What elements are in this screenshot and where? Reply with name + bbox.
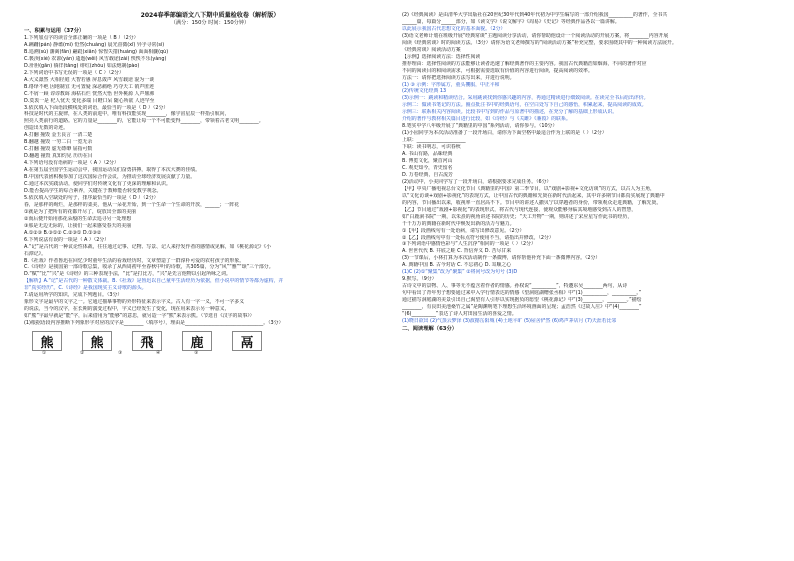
answer-line: (3)示例一：跳读和精读结合。采用跳读找到你感兴趣的内容，再通过精读进行细致阅读。在读完全书后给出评价。: [402, 95, 649, 102]
text-line: B.翻越 撞毁 一穷二白 一览无余: [24, 139, 93, 146]
text-line: ①就是为了把所有的花都开尽了，绽放出全部的美丽: [24, 208, 136, 215]
text-line: D.莫衷一是 杞人忧天 变化多端 目瞪口呆 随心所欲 人迹罕至: [24, 97, 155, 104]
text-line: A.蹒跚(pán) 静谧(mì) 怆然(chuàng) 晨光熹微(xī) 异乎寻常(sì): [24, 41, 165, 48]
text-line: 如“熊”字最早就是“能”字，后来借用为“能够”的意思，就另造一字“熊”来表示熊。（节选自《汉字的故事》）: [24, 313, 255, 320]
section-heading: 二、阅读理解（63分）: [402, 325, 458, 332]
answer-line: 非“真实经历”。C.《诗经》是我国现实主义诗歌的源头。: [24, 285, 147, 292]
text-line: 春，是那样的绚烂，是那样的柔美，他从一朵花开始，到一个生命一个生命的开放，______；一阵花: [24, 201, 240, 208]
text-line: C.亵渎(xiè) 农谚(yàn) 逶迤(wēi) 风雪载途(zài) 怏怏不乐(yàng): [24, 55, 167, 62]
text-line: 句中看出了青年男子想要通过来中入学行情表达的情感《望洞庭湖赠张丞相》中“(1)__________，__________。”: [402, 290, 642, 297]
text-line: 推荐理由：选择性阅读的方法能够让读者迅速了解经典著作的主要内容。我国古代典籍浩如烟海，不同的著作对应: [402, 60, 647, 67]
text-line: 方法一：请你把选择阅读方法写出来，并进行说明。: [402, 74, 515, 81]
text-line: B. 博览文化，聚首河山: [402, 158, 453, 165]
text-line: D.“赋”“比”“兴”是《诗经》的三种表现手法，“比”是打比方，“兴”是先言他物以引起所咏之词。: [24, 271, 231, 278]
answer-line: 示例二：做读书笔记的方法。圈点批注书中的经典语句，在空白处写下自己的感悟，积累起来，提高阅读的成效。: [402, 102, 647, 109]
text-line: 5.依次填入空缺处的句子，排序最恰当的一项是（ D ）（2分）: [24, 194, 159, 201]
text-line: 千千万万的典籍在新时代中焕发出新的活力与魅力。: [402, 220, 515, 227]
text-line: A.打翻 撞毁 金玉良言 一清二楚: [24, 132, 93, 139]
text-line: ①【甲】段画线句有一处语病，请写出修改意见。（2分）: [402, 227, 525, 234]
text-line: C. 观史知今，青史留名: [402, 164, 453, 171]
page-title: 2024春季部编语文八下期中质量检收卷（解析版）: [140, 12, 280, 19]
text-line: ③下列词语中感情色彩与“人生沉浮”相同的一项是（ ）（2分）: [402, 241, 536, 248]
text-line: 象形文字是最早的文字之一。它通过描摹事物的外形特征来表示字义。古人有一字一义，不可一字多义: [24, 299, 245, 306]
answer-line: (1)晓日欲出 (2)气蒸云梦泽 (3)波撼岳阳城 (4)土地平旷 (5)屋舍俨然 (6)鸡声茅店月 (7)天涯若比邻: [402, 317, 617, 324]
text-line: A.在第五届全国学生运动会中，我国运动员们奋勇拼搏，取得了本次大赛的佳绩。: [24, 167, 200, 174]
text-line: 【甲】中央广播电视总台文化节目《典籍里的中国》第二季节目，以“戏剧+影视+文化访谈”的方式，以古人为主角，: [402, 185, 655, 192]
text-line: B.《社戏》作者鲁迅在回忆少时童年生活的看戏经历时，文章塑造了一群淳朴可爱的农村孩子的形象。: [24, 257, 245, 264]
text-line: (3)语文老师计划在班级开展“经典常谈”主题阅读分享活动，请你帮助他设计一个阅读活动的开展方案，将________内容开展: [402, 32, 669, 39]
text-line: ________，有良田美池桑竹之属”是陶渊明笔下理想生活环境画面的呈现；孟浩然《过故人庄》中“(4)________”: [402, 304, 642, 311]
pictograph-number: ①: [42, 351, 47, 357]
text-line: ③那是无边无际的，让我们一起来感受春天的美丽: [24, 222, 132, 229]
text-line: D.翻越 撞毁 真知灼见 历历在目: [24, 153, 93, 160]
pictograph-glyph: 熊: [82, 331, 112, 351]
text-line: A. 书山有路，品味经典: [402, 151, 453, 158]
pictograph-glyph: 鹿: [182, 331, 212, 351]
text-line: 不同的阅读目的和阅读需求，可根据需要选取有价值的内容进行阅读，提高阅读的效率。: [402, 67, 593, 74]
text-line: A.“记”是古代的一种议论性体裁，往往通过记事、记物、写景、记人来抒发作者的感情或见解，如《桃花源记》《小: [24, 243, 272, 250]
answer-line: (2)传统文化经典 13: [402, 88, 447, 95]
pictograph-number: ②: [80, 351, 85, 357]
answer-line: 示例三：联系相关内容阅读。比较书中写到的作品与原著中的描述，在充分了解的基础上形成认识。: [402, 109, 618, 116]
pictograph-glyph: 熊: [32, 331, 62, 351]
text-line: (1)小园同学为本次活动准备了一段开场白，请你为下面空格中最适合作为上联的是（ ）（2分）: [402, 130, 607, 137]
text-line: 4.下列语句没有语病的一项是（ A ）（2分）: [24, 160, 119, 167]
text-line: 通过描写洞庭湖的美景引出自己渴望有人引荐以实现抱负的愿望《桃花源记》中“(3)________，________。”描绘: [402, 297, 642, 304]
section-heading: 一、积累与运用（37分）: [24, 28, 85, 34]
text-line: (2)《经典阅读》是由清华大学出版社在20世纪30年代到40年代初为中学生编写的一部介绍我国__________的著作，全书共: [402, 12, 668, 18]
text-line: A.大义凛然 大相径庭 大智若愚 屏息敛声 风雪载途 混为一谈: [24, 76, 154, 83]
answer-line: (1)C (2)①“聚集”改为“聚集” ②将问号改为句号 (3)D: [402, 269, 518, 276]
right-column: [402, 12, 770, 333]
pictograph-glyph: 飛: [132, 331, 162, 351]
answer-line: (1) ③ 示例：字形属方，童头攫服，中正平和: [402, 81, 500, 88]
text-line: 照亮人类前行的道路。它的力量是________的，它能让每一个不可能变得________，带领着古老文明________。: [24, 118, 264, 125]
text-line: D. 万卷经典，自古流芳: [402, 171, 453, 178]
text-line: (2)活动中，小美同学写了一段开场白，请根据要求完成任务。（6分）: [402, 178, 552, 185]
pictograph-row: [24, 331, 396, 351]
text-line: A.①②③ B.③①② C.②③① D.①③②: [24, 229, 102, 236]
text-line: 的内容，节目播出以来，收视率一直居高不下。节目中的讲述人撒贝宁以穿越者的身份，带领观众走进典籍，了解先贤。: [402, 199, 662, 206]
text-line: C.《诗经》是我国第一部诗歌总集，收录了从西周初年至春秋中叶的诗歌，共305篇，分为“风”“雅”“颂”三个部分。: [24, 264, 274, 271]
text-line: 7.请运用所学的知识，完成下列题目。（3分）: [24, 292, 123, 299]
text-line: (1)根据语段内容推断下列象形字对应的汉字是________（填序号），理由是________________________________。（3分）: [24, 320, 284, 327]
text-line: 阅读《经典常谈》时的阅读方法。（3分）请你为语文老师撰写的“阅读活动方案”补充完整，要求围绕其中的一种阅读方法展开。: [402, 39, 677, 46]
text-line: ______篇，每篇分______部分，如《读文学》《说文解字》《周易》《史记》等经典作品各以一篇讲解。: [402, 18, 620, 25]
text-line: 《经典常谈》阅读活动方案: [402, 46, 461, 53]
answer-line: 介绍的著作与教材相关篇目进行比较，如《诗经》与《关雎》《蒹葭》的联系。: [402, 116, 571, 123]
text-line: 的说法，当今的汉字，在长期的演变过程中，字义已经发生了变化，现在用来表示另一种意义，: [24, 306, 230, 313]
text-line: 【乙】节目通过“戏剧+影视化”的表现形式，将古代与现代连接，使观众能够身临其境地感受到古人的智慧，: [402, 206, 637, 213]
pictograph-numbers: [24, 351, 396, 356]
text-line: 创造出无数的奇迹。: [24, 125, 69, 132]
pictograph-number: ⑤: [194, 351, 199, 357]
left-column: [24, 12, 396, 356]
answer-line: 【解析】A.“记”是古代的一种散文体裁。B.《社戏》是鲁迅以自己童年生活经历为依据，但小说中的情节等都为虚构，并: [24, 278, 284, 285]
text-line: 如“白鹿洞书院”一期，以朱熹的视角讲述书院的历史；“天工开物”一期，则讲述了宋应星写作此书的经历，: [402, 213, 633, 220]
text-line: 古诗文中的景物、人、事等无不蕴含着作者的情感。孙权说“__________”，特邀东吴________两句，从诗: [402, 283, 628, 290]
text-line: A. 典籍中国 B. 古今对话 C. 不忘初心 D. 耳顺之心: [402, 262, 512, 269]
text-line: ②而后便开始用那花朵般的生命去追寻另一处理想: [24, 215, 132, 222]
text-line: C.打翻 撞毁 虚无缥缈 屈指可数: [24, 146, 93, 153]
pictograph-number: ④: [156, 351, 161, 357]
answer-line: 以此展示我国古代思想文化的基本面貌。（2分）: [402, 25, 506, 32]
text-line: (3)一节课后，小林打算为本次活动制作一条微博，请你帮他补充下面一条微博内容。（2分）: [402, 255, 601, 262]
text-line: 8.笔实中学八年级开展了“典籍里的中国”系列活动，请你参与。（10分）: [402, 123, 558, 130]
text-line: B.络绎不绝 因地制宜 无可置疑 深恶痛绝 巧夺天工 销声匿迹: [24, 83, 155, 90]
right-body: [402, 12, 770, 333]
text-line: 石潭记》。: [24, 250, 47, 257]
text-line: 下联：读书明志，可识春秋: [402, 144, 461, 151]
text-line: C.不屑一顾 谆谆教诲 海枯石烂 恍然大悟 世外桃源 人声鼎沸: [24, 90, 155, 97]
text-line: 【示例】选择阅读方法：选择性阅读: [402, 53, 481, 60]
pictograph-number: ③: [118, 351, 123, 357]
text-line: D.肝胆(gān) 徜徉(tǎng) 绯红(zhǒu) 如法炮制(pào): [24, 62, 140, 69]
pictograph-glyph: 鬲: [232, 331, 262, 351]
text-line: B.中国代表团积极参加了这次国际合作会议，为推动全球经济发展贡献了力量。: [24, 174, 196, 181]
text-line: 2.下列词语中书写无误的一项是（ C ）（2分）: [24, 69, 124, 76]
text-line: 科技是时代的主旋律，在人类的前进中，唯有科技能实现________，像宇宙星辰一样指引航向，: [24, 111, 230, 118]
text-line: B.追溯(sù) 藩篱(fān) 翩跹(xiān) 惊惶失措(huáng) 面面相觑(qù): [24, 48, 169, 55]
text-line: “(6)__________”表达了诗人对田园生活的喜爱之情。: [402, 310, 517, 317]
text-line: D.能否提高学生的综合素养，关键在于教师能否转变教学观念。: [24, 187, 162, 194]
text-line: 9.默写。（9分）: [402, 276, 437, 283]
text-line: 6.下列说法有误的一项是（ A ）（2分）: [24, 236, 110, 243]
text-line: 以“文化访谈+戏剧+影视化”的表现方式，让中国古代的典籍和先贤在新时代活起来，其中许多期节目都真实展现了典籍中: [402, 192, 665, 199]
text-line: 上联：____________________: [402, 137, 466, 144]
text-line: C.通过本次实践活动，使同学们对传统文化有了更深的理解和认识。: [24, 181, 171, 188]
text-line: A. 世世代代 B. 井底之蛙 C. 背信弃义 D. 苦尽甘来: [402, 248, 512, 255]
text-line: 3.依次填入下面语段横线处的词语，最恰当的一项是（ D ）（2分）: [24, 104, 169, 111]
left-body: [24, 28, 396, 327]
page-subtitle: （满分：150分 时间：150分钟）: [170, 20, 250, 26]
text-line: 1.下列加点字的读音全部正确的一项是（ B ）（2分）: [24, 35, 139, 41]
text-line: ②【乙】段画线句中有一处标点符号使用不当，请指出并修改。（2分）: [402, 234, 554, 241]
